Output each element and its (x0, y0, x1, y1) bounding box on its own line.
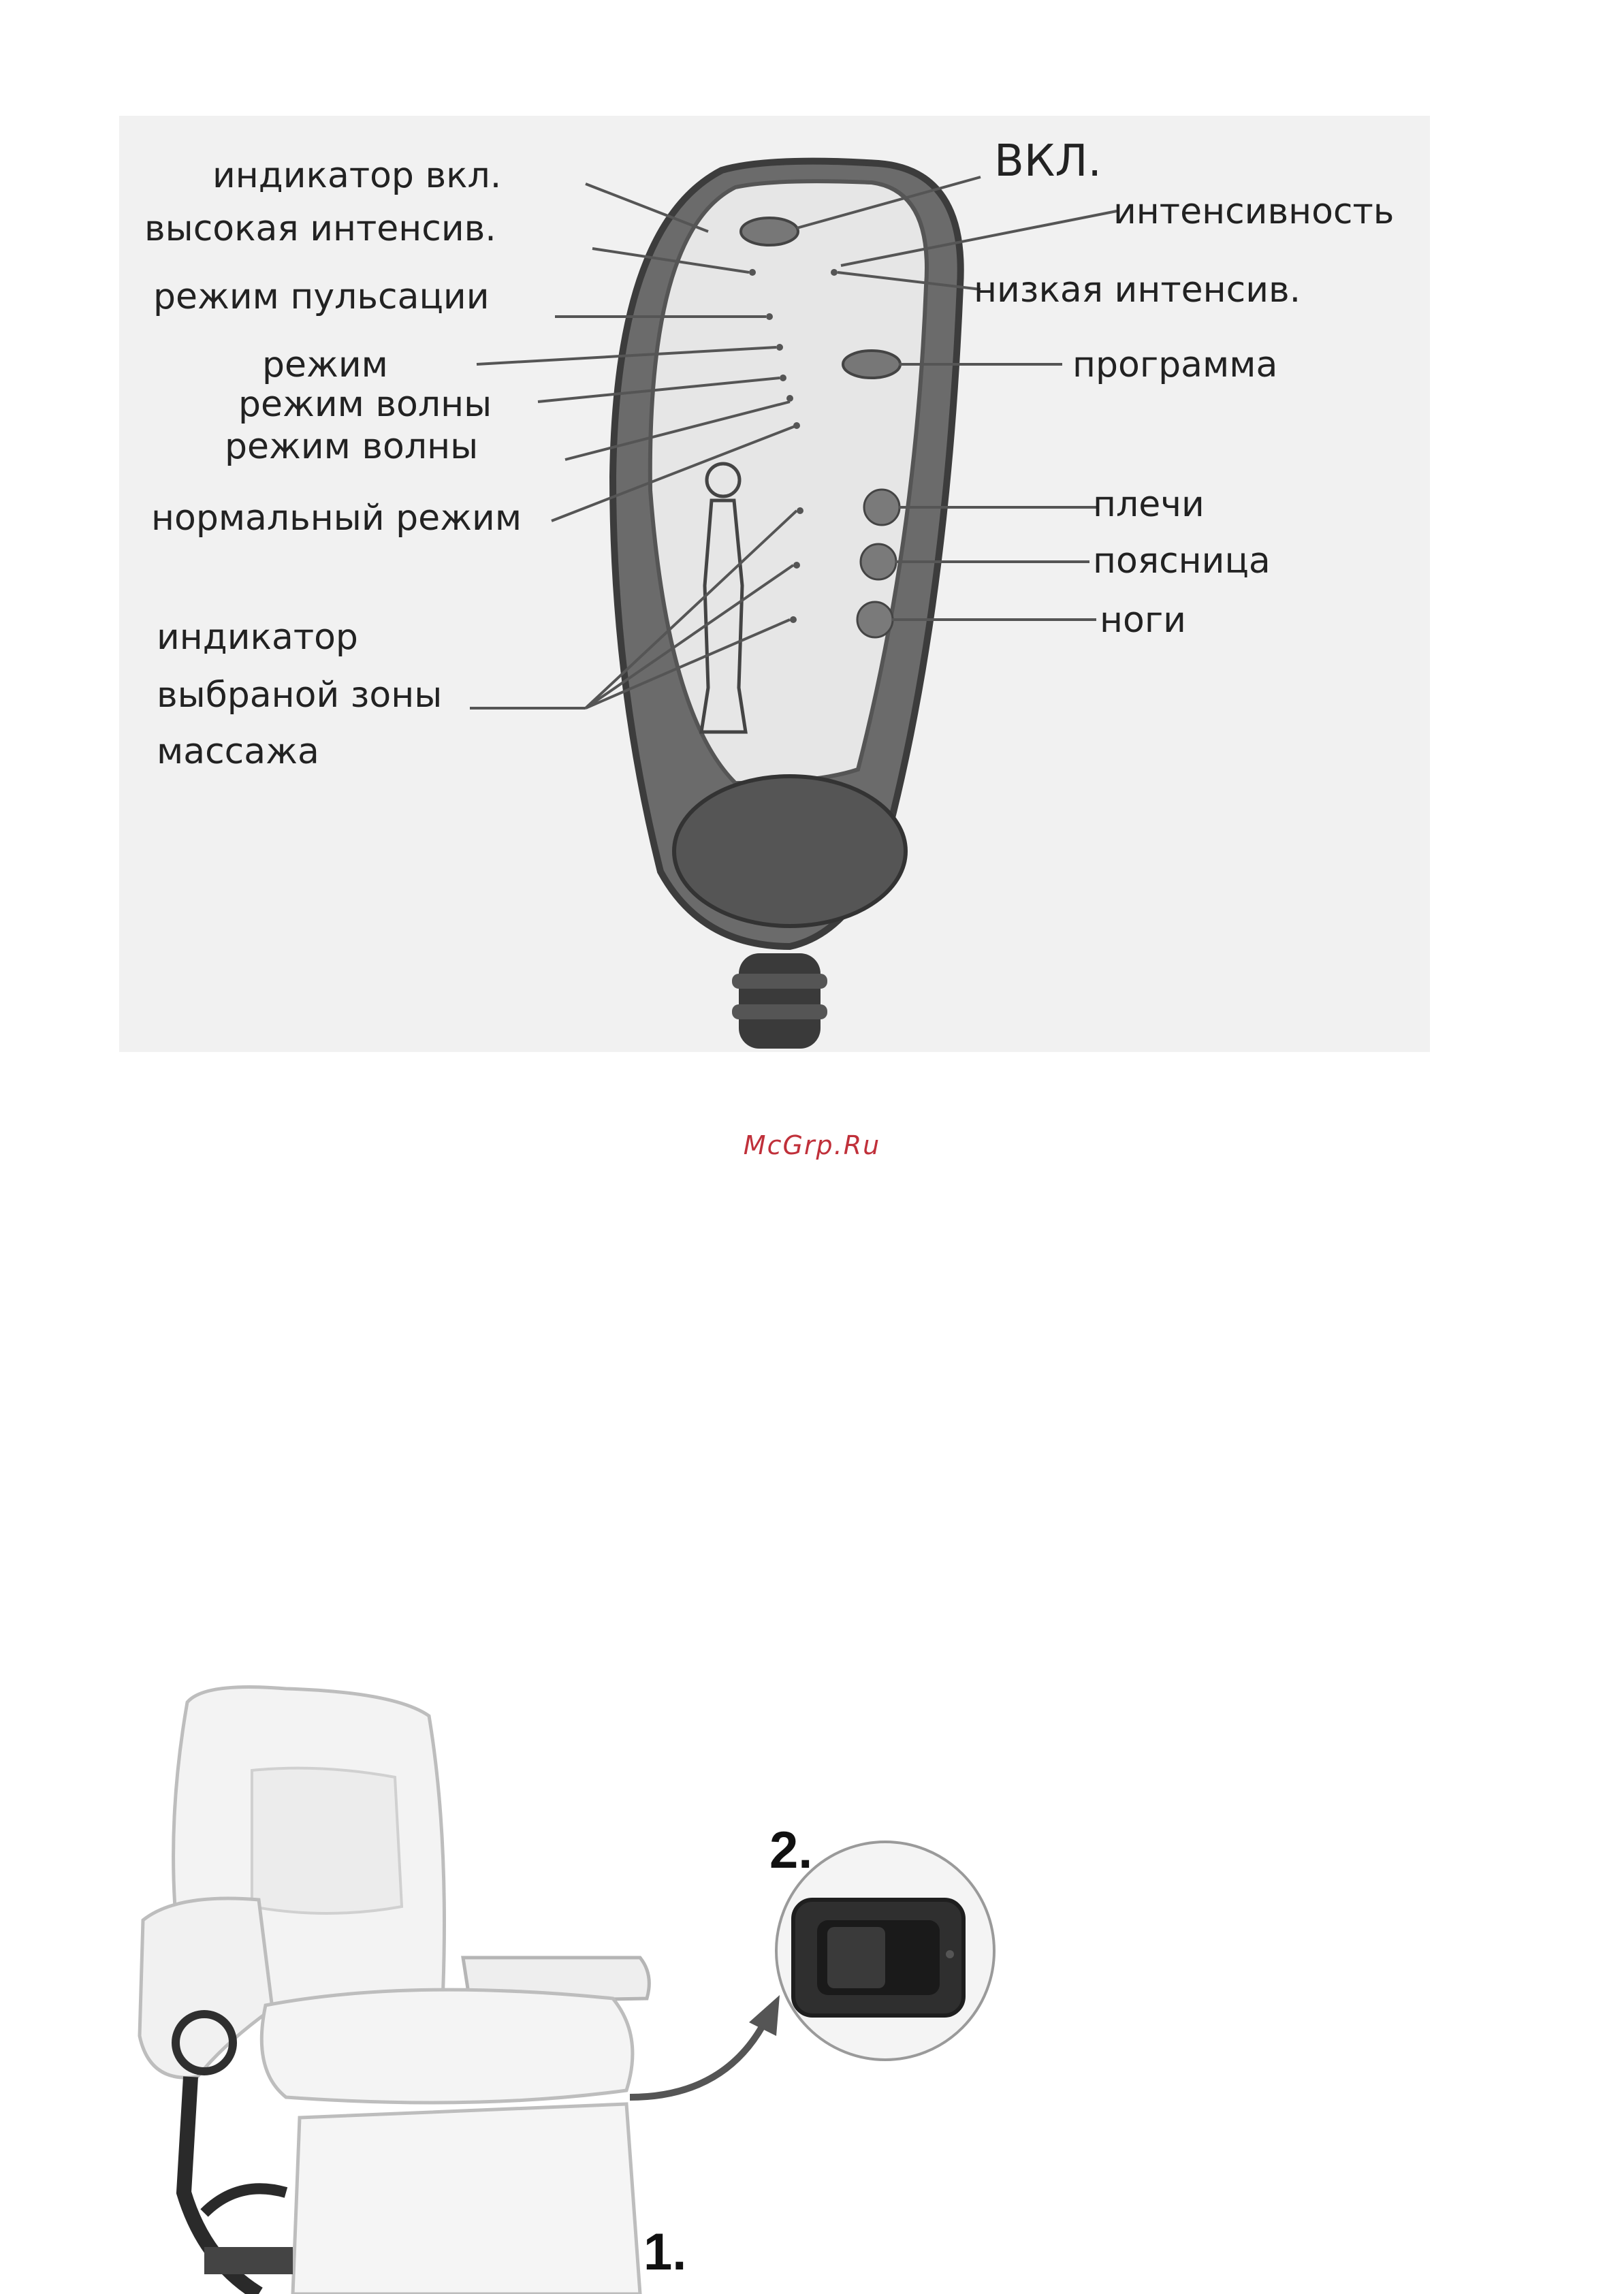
label-wave-mode-2: режим волны (225, 426, 479, 467)
program-button (843, 351, 900, 378)
label-pulse-mode: режим пульсации (153, 276, 490, 317)
remote-cable (739, 953, 821, 1049)
step-1-label: 1. (643, 2223, 687, 2281)
label-zone-indicator-line3: массажа (157, 731, 319, 772)
label-lower-back: поясница (1093, 541, 1271, 582)
label-zone-indicator-line1: индикатор (157, 617, 358, 658)
label-program: программа (1072, 345, 1278, 385)
remote-bottom-pad (674, 776, 906, 926)
recliner-chair-illustration (140, 1687, 649, 2294)
label-on: ВКЛ. (994, 136, 1102, 187)
watermark: McGrp.Ru (743, 1130, 881, 1160)
label-high-intensity: высокая интенсив. (144, 208, 496, 249)
label-mode: режим (262, 345, 388, 385)
lower-back-button (861, 544, 896, 579)
arrow-icon (630, 2026, 763, 2097)
label-low-intensity: низкая интенсив. (974, 270, 1301, 310)
label-shoulders: плечи (1093, 484, 1205, 525)
step-2-label: 2. (769, 1821, 813, 1879)
label-legs: ноги (1100, 600, 1186, 641)
label-zone-indicator-line2: выбраной зоны (157, 675, 443, 716)
label-intensity: интенсивность (1113, 191, 1395, 232)
label-indicator-on: индикатор вкл. (212, 155, 502, 196)
label-normal-mode: нормальный режим (151, 498, 522, 539)
on-button (741, 218, 798, 245)
legs-button (857, 602, 893, 637)
label-wave-mode-1: режим волны (238, 384, 492, 425)
shoulders-button (864, 490, 899, 525)
